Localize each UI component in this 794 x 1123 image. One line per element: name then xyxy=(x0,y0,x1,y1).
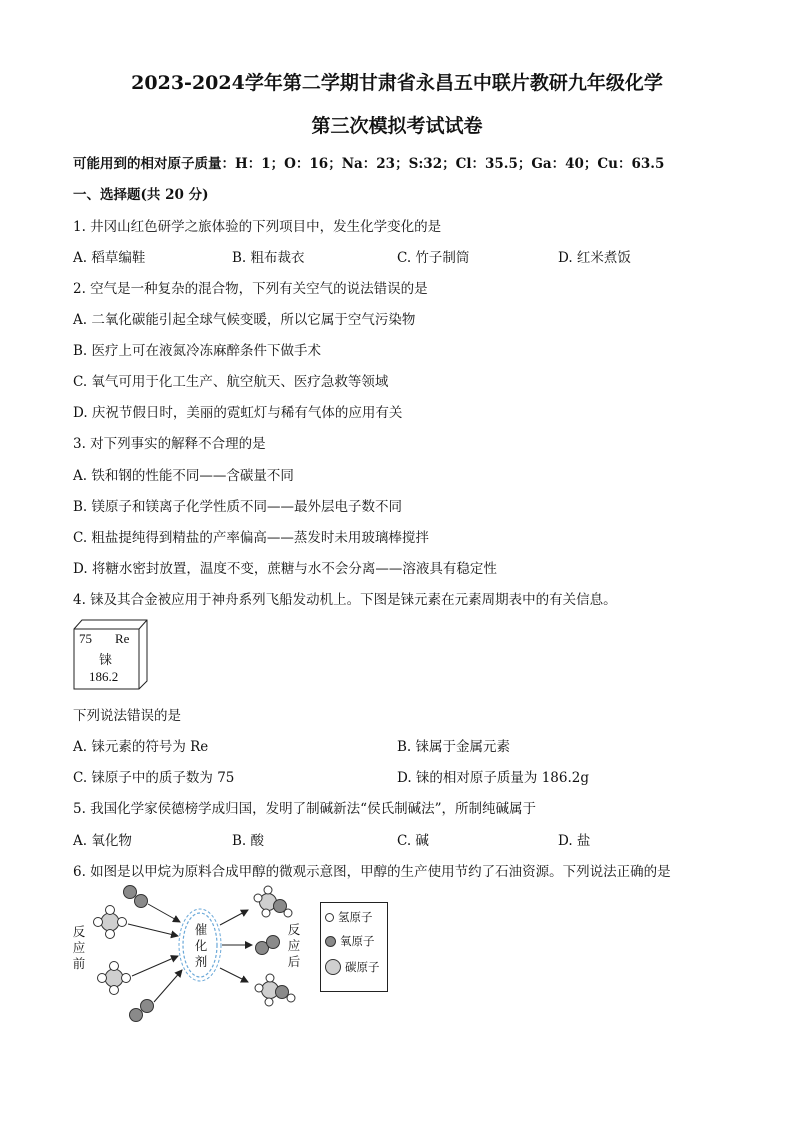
question-4-stem: 4. 铼及其合金被应用于神舟系列飞船发动机上。下图是铼元素在元素周期表中的有关信息。 xyxy=(73,592,617,608)
element-symbol: Re xyxy=(115,631,130,646)
question-2-stem: 2. 空气是一种复杂的混合物，下列有关空气的说法错误的是 xyxy=(73,281,428,297)
carbon-atom-icon xyxy=(325,959,341,975)
q5-option-d: D. 盐 xyxy=(558,833,591,849)
q2-option-d: D. 庆祝节假日时，美丽的霓虹灯与稀有气体的应用有关 xyxy=(73,405,403,421)
question-3-stem: 3. 对下列事实的解释不合理的是 xyxy=(73,436,266,452)
element-number: 75 xyxy=(79,631,92,646)
q5-option-b: B. 酸 xyxy=(232,833,265,849)
q4-sub-question: 下列说法错误的是 xyxy=(73,708,181,724)
q3-option-c: C. 粗盐提纯得到精盐的产率偏高——蒸发时未用玻璃棒搅拌 xyxy=(73,530,429,546)
label-catalyst: 催化剂 xyxy=(194,922,208,969)
question-5-stem: 5. 我国化学家侯德榜学成归国，发明了制碱新法“侯氏制碱法”，所制纯碱属于 xyxy=(73,801,536,817)
oxygen-atom-icon xyxy=(325,936,336,947)
q3-option-d: D. 将糖水密封放置，温度不变，蔗糖与水不会分离——溶液具有稳定性 xyxy=(73,561,497,577)
label-before-reaction: 反应前 xyxy=(72,924,86,971)
legend-hydrogen xyxy=(325,909,373,925)
q4-option-b: B. 铼属于金属元素 xyxy=(397,739,511,755)
q4-option-c: C. 铼原子中的质子数为 75 xyxy=(73,770,235,786)
q1-option-a: A. 稻草编鞋 xyxy=(73,250,146,266)
q1-option-c: C. 竹子制筒 xyxy=(397,250,470,266)
reaction-diagram xyxy=(70,880,400,1030)
q4-option-a: A. 铼元素的符号为 Re xyxy=(73,739,209,755)
section-heading: 一、选择题(共 20 分) xyxy=(73,187,209,203)
exam-title-line2: 第三次模拟考试试卷 xyxy=(311,115,483,137)
element-name: 铼 xyxy=(99,653,113,668)
q3-option-b: B. 镁原子和镁离子化学性质不同——最外层电子数不同 xyxy=(73,499,403,515)
q2-option-b: B. 医疗上可在液氮冷冻麻醉条件下做手术 xyxy=(73,343,322,359)
legend-oxygen xyxy=(325,933,375,949)
legend xyxy=(320,902,388,992)
q5-option-a: A. 氧化物 xyxy=(73,833,132,849)
element-card-rhenium xyxy=(73,619,147,689)
legend-oxygen-label: 氧原子 xyxy=(340,934,375,948)
q3-option-a: A. 铁和钢的性能不同——含碳量不同 xyxy=(73,468,294,484)
q5-option-c: C. 碱 xyxy=(397,833,429,849)
hydrogen-atom-icon xyxy=(325,913,334,922)
element-mass: 186.2 xyxy=(89,669,119,684)
label-after-reaction: 反应后 xyxy=(287,922,301,969)
q4-option-d: D. 铼的相对原子质量为 186.2g xyxy=(397,770,590,786)
q1-option-b: B. 粗布裁衣 xyxy=(232,250,305,266)
exam-title-line1: 2023-2024学年第二学期甘肃省永昌五中联片教研九年级化学 xyxy=(131,72,663,94)
legend-carbon-label: 碳原子 xyxy=(345,960,380,974)
q2-option-a: A. 二氧化碳能引起全球气候变暖，所以它属于空气污染物 xyxy=(73,312,416,328)
question-6-stem: 6. 如图是以甲烷为原料合成甲醇的微观示意图，甲醇的生产使用节约了石油资源。下列说法正确的是 xyxy=(73,864,671,880)
legend-hydrogen-label: 氢原子 xyxy=(338,910,373,924)
legend-carbon xyxy=(325,959,380,975)
atomic-masses: 可能用到的相对原子质量：H：1；O：16；Na：23；S:32；Cl：35.5；Ga：40；Cu：63.5 xyxy=(73,156,665,172)
q1-option-d: D. 红米煮饭 xyxy=(558,250,631,266)
question-1-stem: 1. 井冈山红色研学之旅体验的下列项目中，发生化学变化的是 xyxy=(73,219,442,235)
q2-option-c: C. 氧气可用于化工生产、航空航天、医疗急救等领域 xyxy=(73,374,389,390)
